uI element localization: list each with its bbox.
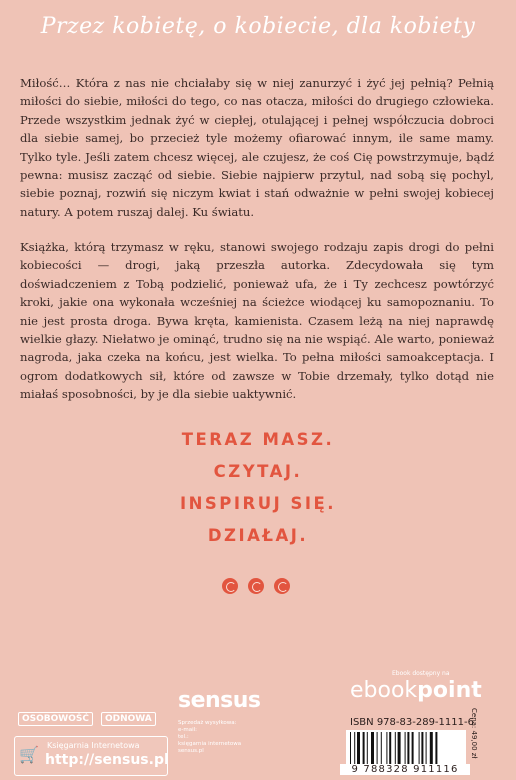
publisher-info-line: księgarnia internetowa [178, 741, 242, 747]
imprint-logos [18, 712, 156, 726]
feather-icon [274, 578, 290, 594]
imprint-odnowa: ODNOWA [101, 712, 156, 726]
description-paragraph-2: Książka, którą trzymasz w ręku, stanowi swojego rodzaju zapis drogi do pełni kobiecości — drogi, jaką przeszła autorka. Zdecydowała się tym doświadczeniem z Tobą podzielić, ponieważ ufa, że i Ty zechcesz powtórzyć kroki, jakie ona wykonała wcześniej na ścieżce wiodącej ku samopoznaniu. To nie jest prosta droga. Bywa kręta, kamienista. Czasem leżą na niej naprawdę wielkie głazy. Niełatwo je ominąć, trudno się na nie wspiąć. Ale warto, ponieważ nagroda, jaka czeka na końcu, jest wielka. To pełna miłości samoakceptacja. I ogrom dodatkowych sił, które od zawsze w Tobie drzemały, tylko dotąd nie miałaś sposobności, by je dla siebie uaktywnić. [20, 240, 494, 402]
barcode-digits: 9 788328 911116 [340, 764, 470, 775]
cta-line-4: DZIAŁAJ. [207, 526, 309, 545]
online-shop-banner[interactable] [14, 736, 168, 776]
publisher-info-line: Sprzedaż wysyłkowa: [178, 720, 237, 726]
cta-line-2: CZYTAJ. [213, 462, 303, 481]
publisher-info [178, 720, 298, 755]
swirl-icon [248, 578, 264, 594]
ebook-brand-bold: point [417, 678, 482, 703]
ebook-label: Ebook dostępny na [392, 670, 450, 677]
ebookpoint-logo [350, 678, 482, 703]
publisher-info-line: sensus.pl [178, 748, 204, 754]
cta-line-1: TERAZ MASZ. [181, 430, 335, 449]
imprint-osobowosc: OSOBOWOŚĆ [18, 712, 93, 726]
cart-icon: 🛒 [19, 745, 39, 764]
leaf-icon [222, 578, 238, 594]
cta-line-3: INSPIRUJ SIĘ. [179, 494, 337, 513]
barcode [346, 730, 466, 768]
publisher-info-line: e-mail: [178, 727, 198, 733]
shop-label: Księgarnia Internetowa [47, 741, 140, 750]
description-paragraph-1: Miłość… Która z nas nie chciałaby się w niej zanurzyć i żyć jej pełnią? Pełnią miłości do siebie, miłości do tego, co nas otacza, miłości do drugiego człowieka. Przede wszystkim jednak żyć w ciepłej, otulającej i pełnej współczucia dobroci dla siebie samej, bo przecież tyle możemy ofiarować innym, ile same mamy. Tylko tyle. Jeśli zatem chcesz więcej, ale czujesz, że coś Cię powstrzymuje, bądź pewna: musisz zacząć od siebie. Siebie najpierw przytul, nad sobą się pochyl, siebie poznaj, rozwiń się niczym kwiat i stań odważnie w pełni swojej kobiecej natury. A potem ruszaj dalej. Ku światu. [20, 76, 494, 219]
ebook-brand-light: ebook [350, 678, 418, 703]
isbn-text: ISBN 978-83-289-1111-6 [350, 717, 474, 728]
publisher-logo: sensus [178, 688, 261, 713]
shop-url-link[interactable]: http://sensus.pl [45, 752, 169, 768]
decorative-icons [222, 578, 290, 594]
price-label: Cena: 49,00 zł [470, 708, 478, 759]
publisher-info-line: tel.: [178, 734, 189, 740]
cover-tagline: Przez kobietę, o kobiecie, dla kobiety [40, 14, 476, 39]
barcode-bars [346, 730, 466, 768]
